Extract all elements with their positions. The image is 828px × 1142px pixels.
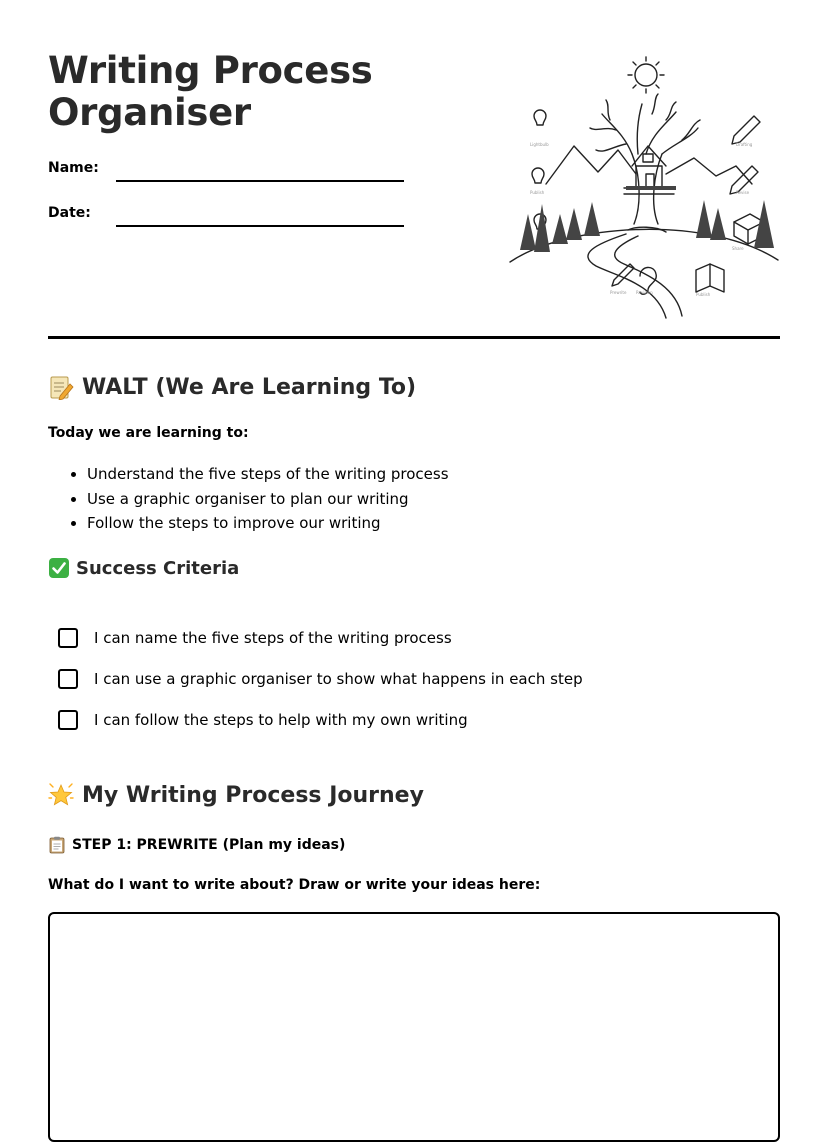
ideas-drawing-area[interactable]	[48, 912, 780, 1142]
clipboard-icon	[48, 836, 66, 854]
header-divider	[48, 336, 780, 339]
criteria-label: I can use a graphic organiser to show what happens in each step	[94, 670, 583, 688]
memo-icon	[48, 374, 74, 400]
glowing-star-icon	[48, 782, 74, 808]
title-line-2: Organiser	[48, 91, 251, 134]
check-mark-icon	[48, 557, 70, 579]
svg-text:Revise: Revise	[736, 190, 750, 195]
name-field[interactable]	[48, 160, 408, 184]
walt-item: • Understand the five steps of the writing process	[87, 462, 449, 487]
criteria-checkbox[interactable]	[58, 710, 78, 730]
criteria-item[interactable]	[58, 667, 658, 691]
svg-text:Publish: Publish	[696, 292, 711, 297]
step1-title: STEP 1: PREWRITE (Plan my ideas)	[72, 837, 346, 853]
svg-text:Drafting: Drafting	[736, 142, 753, 147]
criteria-item[interactable]	[58, 708, 658, 732]
step1-heading	[48, 836, 345, 854]
walt-heading-text: WALT (We Are Learning To)	[82, 374, 417, 400]
criteria-label: I can name the five steps of the writing process	[94, 629, 452, 647]
walt-item: • Follow the steps to improve our writing	[87, 511, 449, 536]
walt-item: • Use a graphic organiser to plan our writing	[87, 487, 449, 512]
date-label: Date:	[48, 205, 91, 221]
journey-heading	[48, 782, 424, 808]
sun-icon	[628, 57, 664, 93]
name-line[interactable]	[116, 180, 404, 182]
journey-heading-text: My Writing Process Journey	[82, 782, 424, 808]
tree-house-illustration	[506, 54, 782, 324]
criteria-checkbox[interactable]	[58, 669, 78, 689]
svg-text:Revision: Revision	[636, 290, 653, 295]
success-criteria-heading	[48, 557, 239, 579]
date-line[interactable]	[116, 225, 404, 227]
criteria-item[interactable]	[58, 626, 658, 650]
step1-prompt: What do I want to write about? Draw or write your ideas here:	[48, 877, 541, 893]
walt-heading	[48, 374, 416, 400]
page-title	[48, 50, 373, 134]
criteria-label: I can follow the steps to help with my own writing	[94, 711, 468, 729]
svg-text:Share: Share	[732, 246, 744, 251]
svg-text:Prewrite: Prewrite	[610, 290, 627, 295]
title-line-1: Writing Process	[48, 49, 373, 92]
svg-text:Publish: Publish	[530, 190, 545, 195]
walt-list	[48, 462, 449, 536]
name-label: Name:	[48, 160, 99, 176]
criteria-checkbox[interactable]	[58, 628, 78, 648]
walt-intro: Today we are learning to:	[48, 425, 249, 441]
svg-text:Lightbulb: Lightbulb	[530, 142, 549, 147]
date-field[interactable]	[48, 205, 408, 229]
success-criteria-heading-text: Success Criteria	[76, 557, 240, 579]
